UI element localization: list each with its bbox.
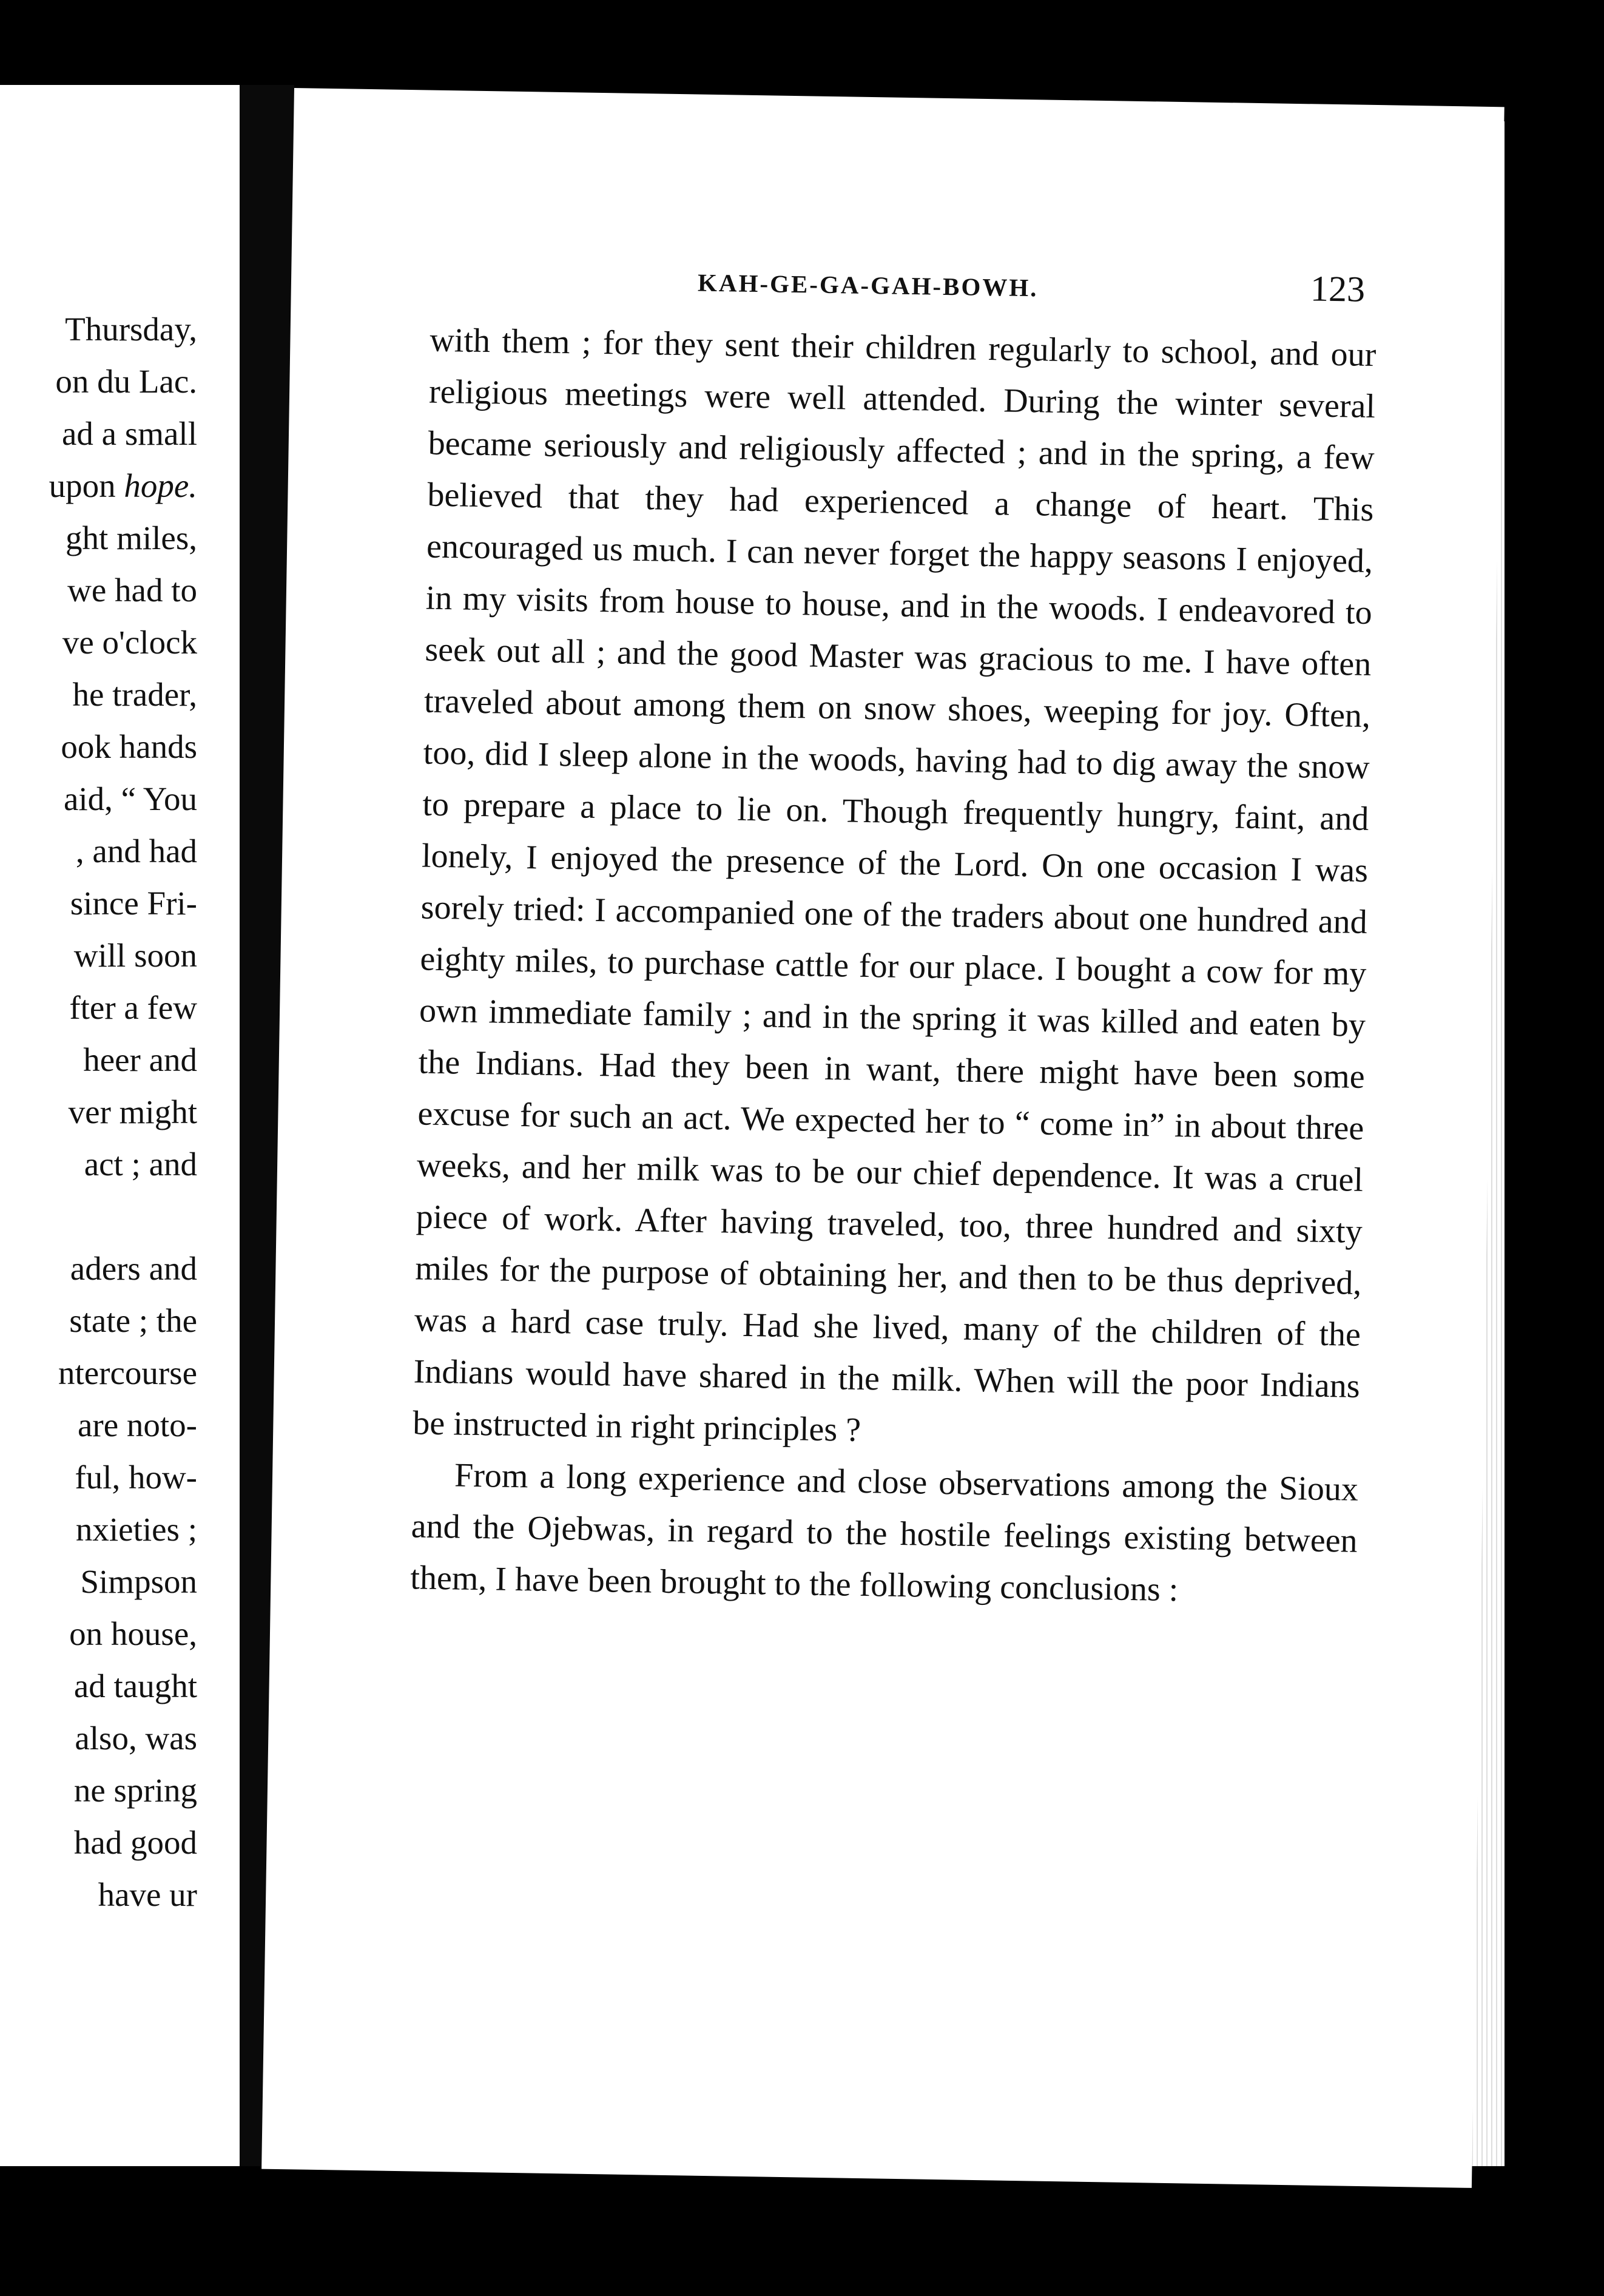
left-line-part: upon bbox=[49, 467, 124, 504]
left-line bbox=[0, 460, 197, 512]
left-line: fter a few bbox=[69, 989, 197, 1026]
running-head: KAH-GE-GA-GAH-BOWH. bbox=[697, 268, 1039, 302]
left-line: ght miles, bbox=[66, 519, 197, 556]
left-line: ntercourse bbox=[58, 1354, 197, 1391]
left-page bbox=[0, 85, 240, 2166]
paragraph: with them ; for they sent their children regularly to school, and our religious meetings were well attended. During the winter several became seriously and religiously affected ; and in the spring, a few believed that they had experienced a change of heart. This encouraged us much. I can never forget the happy seasons I enjoyed, in my visits from house to house, and in the woods. I endeavored to seek out all ; and the good Master was gracious to me. I have often traveled about among them on snow shoes, weeping for joy. Often, too, did I sleep alone in the woods, having had to dig away the snow to prepare a place to lie on. Though frequently hungry, faint, and lonely, I enjoyed the presence of the Lord. On one occasion I was sorely tried: I accompanied one of the traders about one hundred and eighty miles, to purchase cattle for our place. I bought a cow for my own immediate family ; and in the spring it was killed and eaten by the Indians. Had they been in want, there might have been some excuse for such an act. We expected her to “ come in” in about three weeks, and her milk was to be our chief dependence. It was a cruel piece of work. After having traveled, too, three hundred and sixty miles for the purpose of obtaining her, and then to be thus deprived, was a hard case truly. Had she lived, many of the children of the Indians would have shared in the milk. When will the poor Indians be instructed in right principles ? bbox=[412, 321, 1377, 1449]
left-line: , and had bbox=[75, 832, 197, 869]
left-line: state ; the bbox=[69, 1302, 197, 1339]
left-line: had good bbox=[73, 1824, 197, 1861]
page-number: 123 bbox=[1310, 268, 1366, 309]
left-line: ve o'clock bbox=[62, 624, 197, 661]
left-line: heer and bbox=[83, 1041, 197, 1078]
left-line: nxieties ; bbox=[75, 1511, 197, 1548]
left-line: aders and bbox=[70, 1250, 197, 1287]
left-line: act ; and bbox=[84, 1146, 197, 1183]
left-line: ad a small bbox=[62, 415, 197, 452]
left-line: he trader, bbox=[72, 676, 197, 713]
left-line: ad taught bbox=[73, 1667, 197, 1704]
body-text bbox=[410, 315, 1377, 1619]
left-line: on du Lac. bbox=[55, 363, 197, 400]
left-page-text bbox=[0, 303, 197, 1921]
page-header bbox=[698, 258, 1366, 310]
left-line: also, was bbox=[75, 1720, 197, 1757]
left-line: have ur bbox=[98, 1876, 197, 1913]
left-line: we had to bbox=[67, 572, 197, 609]
left-line: ne spring bbox=[73, 1772, 197, 1809]
left-line: ful, how- bbox=[75, 1459, 197, 1496]
left-line: will soon bbox=[73, 937, 197, 974]
left-line: ver might bbox=[68, 1093, 197, 1130]
left-line: Thursday, bbox=[65, 311, 197, 348]
italic-word: hope. bbox=[124, 467, 197, 504]
left-line: on house, bbox=[69, 1615, 197, 1652]
left-line: Simpson bbox=[80, 1563, 197, 1600]
paragraph: From a long experience and close observations among the Sioux and the Ojebwas, in regard to the hostile feelings existing between them, I have been brought to the following conclusions : bbox=[409, 1456, 1359, 1609]
right-page bbox=[261, 88, 1505, 2188]
left-line: ook hands bbox=[61, 728, 197, 765]
paragraph-gap bbox=[0, 1190, 197, 1243]
left-line: are noto- bbox=[78, 1406, 197, 1443]
left-line: since Fri- bbox=[70, 885, 197, 922]
left-line: aid, “ You bbox=[63, 780, 197, 817]
